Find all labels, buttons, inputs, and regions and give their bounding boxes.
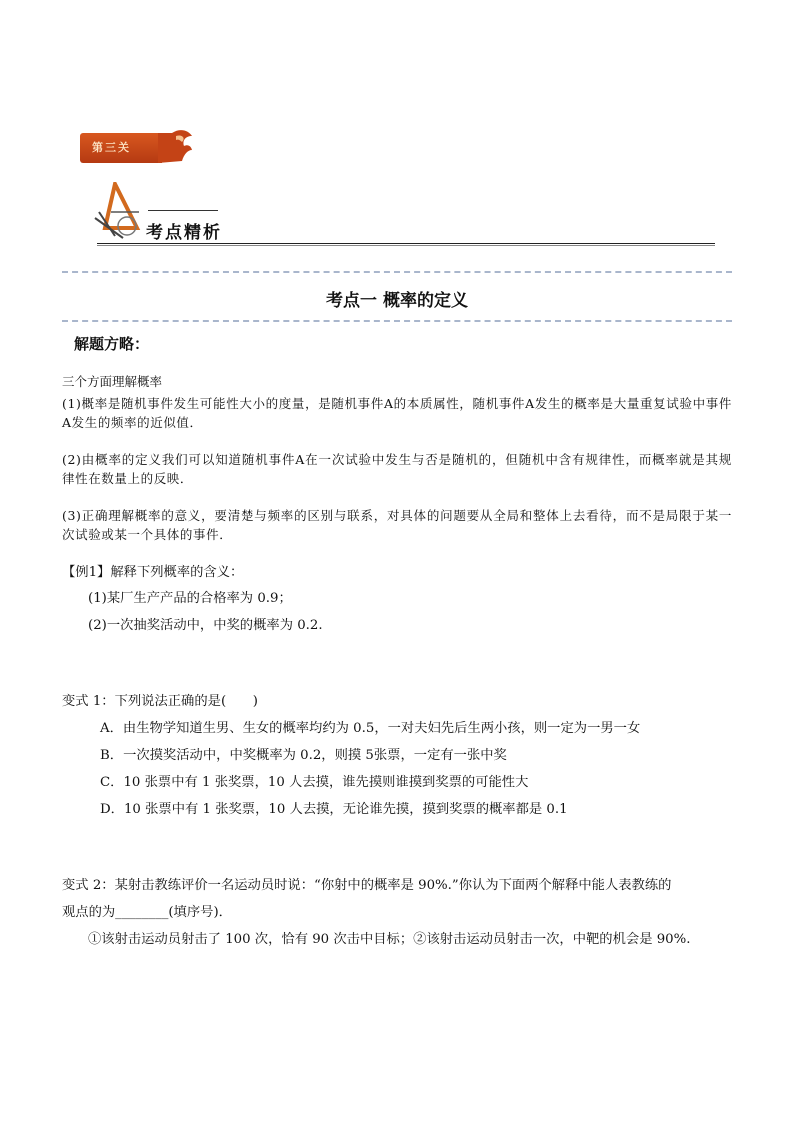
variant-2-line-1: 变式 2：某射击教练评价一名运动员时说：“你射中的概率是 90%.”你认为下面两个解释中能人表教练的: [62, 878, 672, 893]
example-1-item: (2)一次抽奖活动中，中奖的概率为 0.2.: [88, 618, 323, 633]
flame-decoration-icon: [158, 128, 194, 168]
method-intro: 三个方面理解概率: [62, 374, 163, 389]
variant-2-line-3: ①该射击运动员射击了 100 次，恰有 90 次击中目标；②该射击运动员射击一次，中靶的机会是 90%.: [88, 932, 691, 947]
page-title: 考点一 概率的定义: [326, 291, 468, 311]
section-title: 考点精析: [146, 223, 222, 243]
method-point-3: (3)正确理解概率的意义，要清楚与频率的区别与联系，对具体的问题要从全局和整体上去看待，而不是局限于某一次试验或某一个具体的事件．: [62, 508, 732, 542]
method-point-1: (1)概率是随机事件发生可能性大小的度量，是随机事件A的本质属性，随机事件A发生的概率是大量重复试验中事件A发生的频率的近似值．: [62, 396, 732, 430]
dashed-divider-top: [62, 271, 732, 273]
dashed-divider-bottom: [62, 320, 732, 322]
variant-2-line-2: 观点的为________(填序号)．: [62, 905, 232, 920]
geometry-tools-icon: [93, 182, 147, 240]
variant-1-option-b: B．一次摸奖活动中，中奖概率为 0.2，则摸 5张票，一定有一张中奖: [100, 748, 507, 763]
variant-1-option-a: A．由生物学知道生男、生女的概率均约为 0.5，一对夫妇先后生两小孩，则一定为一男一女: [100, 721, 641, 736]
header-top-rule: [148, 210, 218, 211]
variant-1-title: 变式 1：下列说法正确的是( ): [62, 694, 258, 709]
example-1-item: (1)某厂生产产品的合格率为 0.9；: [88, 591, 292, 606]
method-point-2: (2)由概率的定义我们可以知道随机事件A在一次试验中发生与否是随机的，但随机中含有规律性，而概率就是其规律性在数量上的反映．: [62, 452, 732, 486]
method-heading: 解题方略：: [74, 335, 150, 353]
header-rule: [97, 243, 715, 244]
banner-label: 第三关: [92, 141, 131, 154]
example-1-title: 【例1】解释下列概率的含义：: [62, 565, 244, 580]
variant-1-option-c: C．10 张票中有 1 张奖票，10 人去摸，谁先摸则谁摸到奖票的可能性大: [100, 775, 529, 790]
variant-1-option-d: D．10 张票中有 1 张奖票，10 人去摸，无论谁先摸，摸到奖票的概率都是 0.1: [100, 802, 568, 817]
header-rule-thin: [97, 245, 715, 246]
